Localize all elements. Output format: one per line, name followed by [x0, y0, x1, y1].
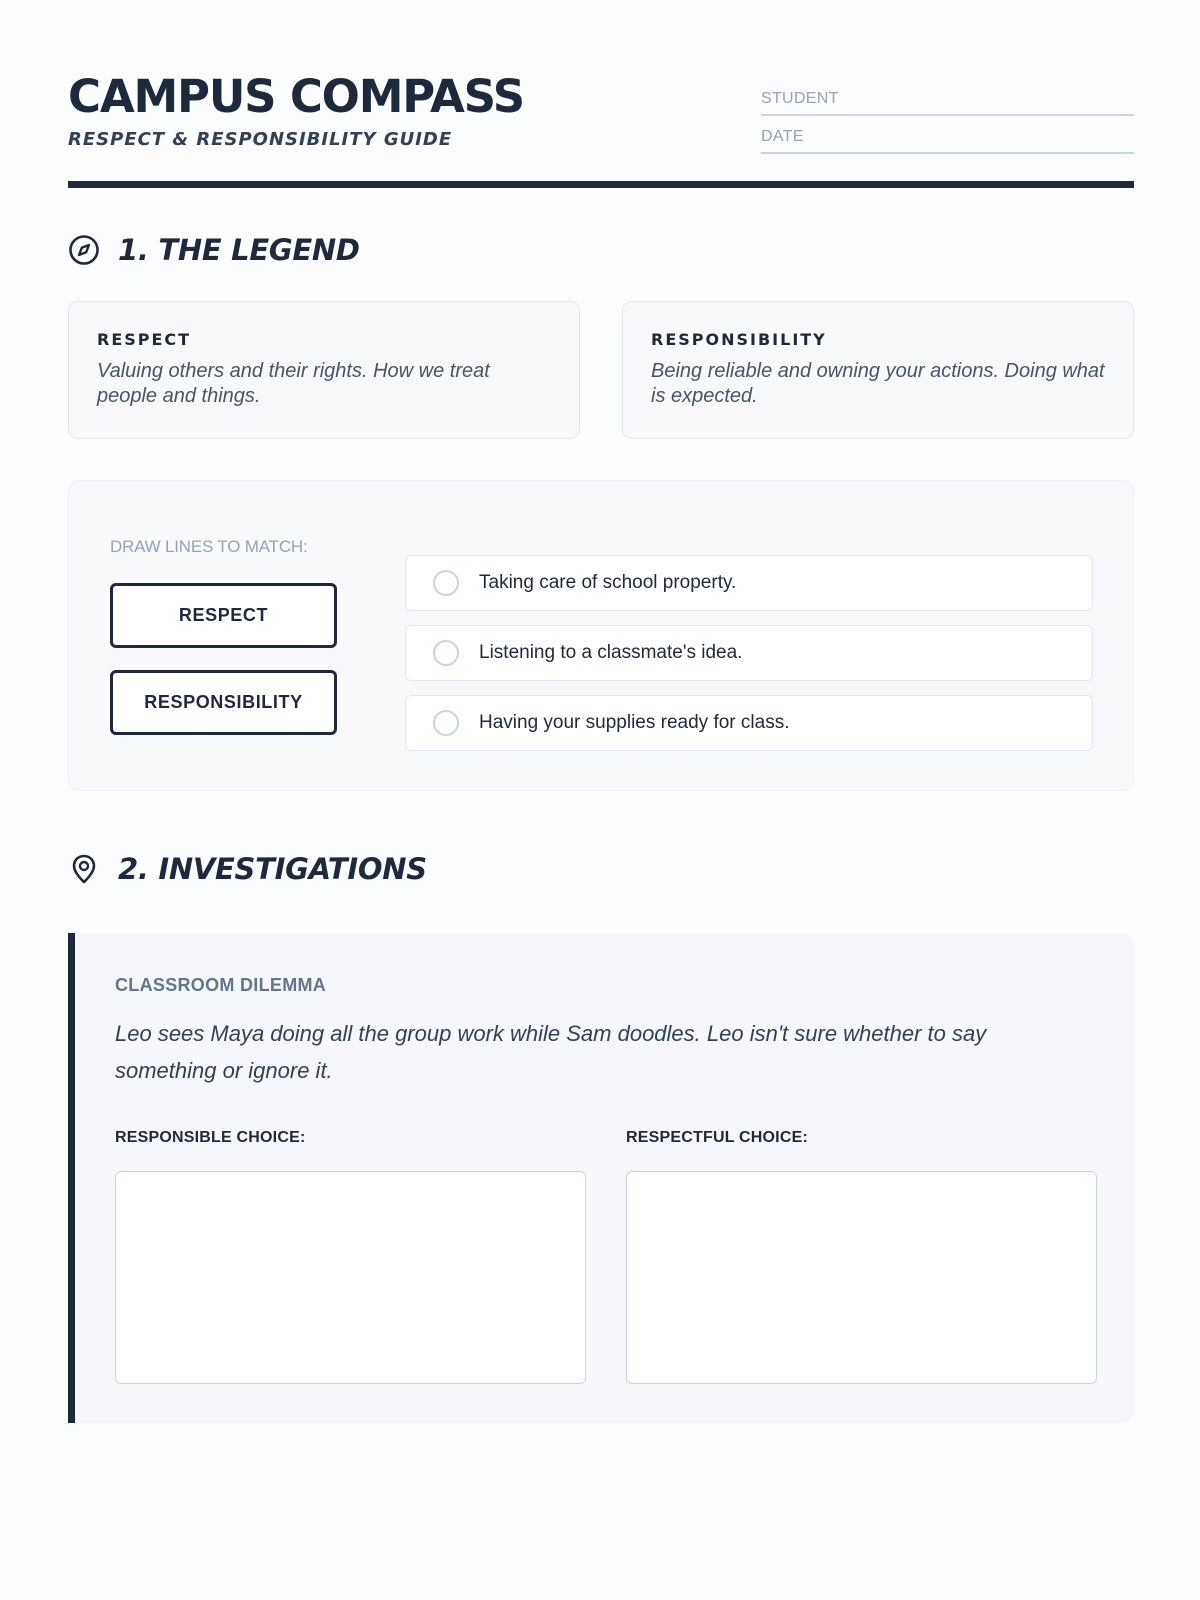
legend-definition: Valuing others and their rights. How we treat people and things.: [97, 360, 490, 407]
date-field[interactable]: [761, 116, 1134, 154]
student-info-fields: [761, 76, 1134, 154]
match-term-respect[interactable]: RESPECT: [110, 583, 337, 648]
legend-term: RESPECT: [97, 330, 192, 349]
case-text: Leo sees Maya doing all the group work while Sam doodles. Leo isn't sure whether to say something or ignore it.: [115, 1021, 987, 1083]
student-field-label: STUDENT: [761, 90, 839, 107]
legend-card-responsibility: [622, 301, 1134, 439]
radio-circle[interactable]: [433, 710, 459, 736]
section-investigations-title: 2. INVESTIGATIONS: [118, 852, 427, 886]
header: [68, 70, 1134, 188]
page-title: CAMPUS COMPASS: [68, 70, 524, 123]
section-legend-heading: [68, 232, 360, 268]
match-instruction: DRAW LINES TO MATCH:: [110, 537, 308, 556]
header-divider: [68, 181, 1134, 188]
match-term-responsibility[interactable]: RESPONSIBILITY: [110, 670, 337, 735]
legend-card-respect: [68, 301, 580, 439]
respectful-choice-label: RESPECTFUL CHOICE:: [626, 1129, 808, 1146]
map-pin-icon: [68, 853, 100, 885]
date-field-label: DATE: [761, 128, 804, 145]
radio-circle[interactable]: [433, 570, 459, 596]
classroom-dilemma-card: [68, 933, 1134, 1423]
page-subtitle: RESPECT & RESPONSIBILITY GUIDE: [68, 129, 453, 150]
match-option-label: Taking care of school property.: [479, 572, 737, 593]
match-option[interactable]: [405, 625, 1093, 681]
respectful-choice-answer-box[interactable]: [626, 1171, 1097, 1384]
match-option[interactable]: [405, 695, 1093, 751]
radio-circle[interactable]: [433, 640, 459, 666]
section-investigations-heading: [68, 851, 427, 887]
section-legend-title: 1. THE LEGEND: [118, 233, 360, 267]
case-title: CLASSROOM DILEMMA: [115, 975, 327, 995]
compass-icon: [68, 234, 100, 266]
match-option[interactable]: [405, 555, 1093, 611]
match-option-label: Listening to a classmate's idea.: [479, 642, 743, 663]
student-field[interactable]: [761, 76, 1134, 116]
legend-term: RESPONSIBILITY: [651, 330, 827, 349]
responsible-choice-label: RESPONSIBLE CHOICE:: [115, 1129, 306, 1146]
legend-definition: Being reliable and owning your actions. Doing what is expected.: [651, 360, 1105, 407]
responsible-choice-answer-box[interactable]: [115, 1171, 586, 1384]
matching-activity: [68, 480, 1134, 791]
match-option-label: Having your supplies ready for class.: [479, 712, 790, 733]
